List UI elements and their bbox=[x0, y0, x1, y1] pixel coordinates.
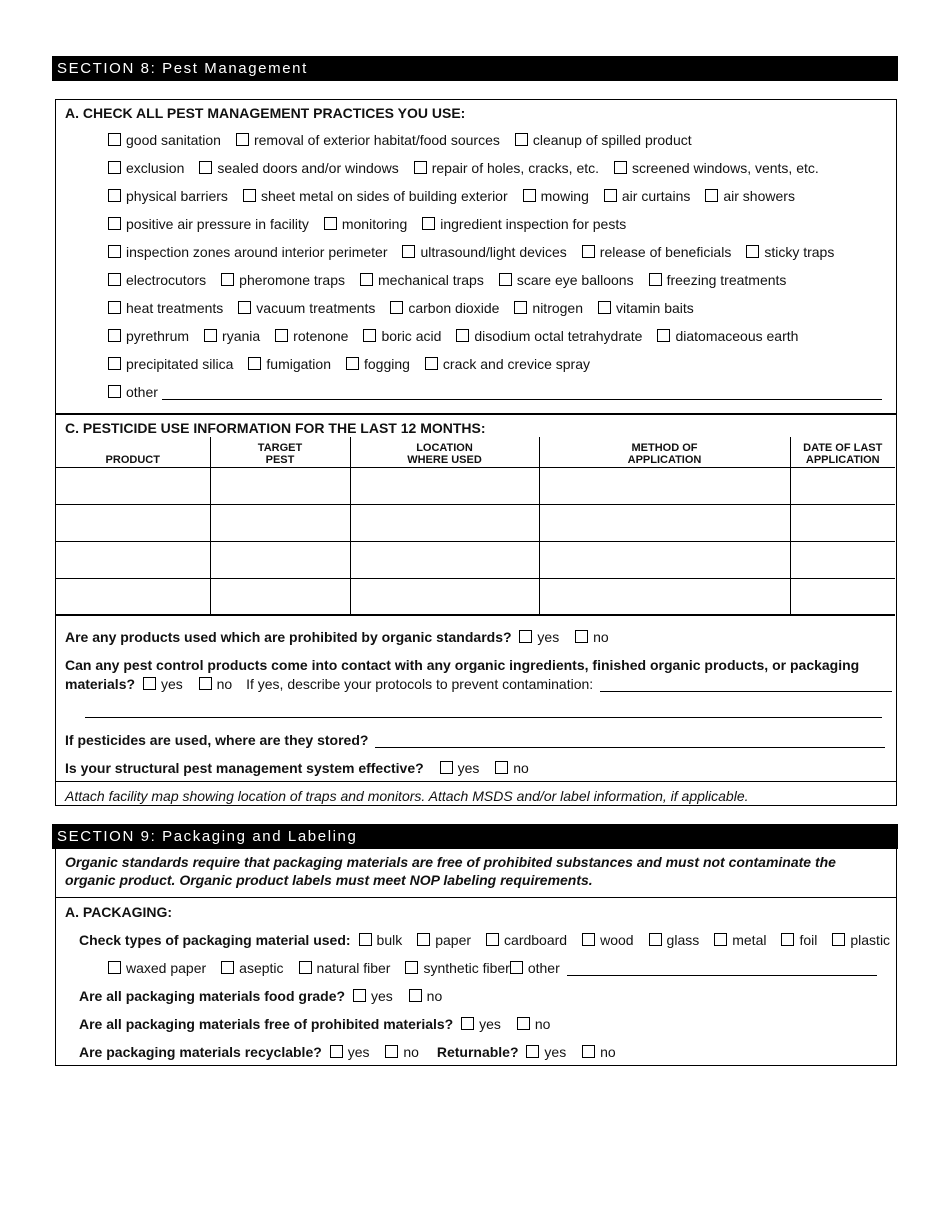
practice-option bbox=[746, 244, 834, 260]
column-header-line-1: TARGET bbox=[257, 441, 303, 454]
returnable-question: Returnable? bbox=[436, 1044, 519, 1060]
table-cell[interactable] bbox=[539, 541, 790, 578]
column-header bbox=[539, 437, 790, 467]
packaging-type-label: bulk bbox=[376, 932, 403, 948]
no-label: no bbox=[534, 1016, 551, 1032]
column-header bbox=[350, 437, 539, 467]
packaging-type-option bbox=[405, 960, 509, 976]
table-cell[interactable] bbox=[790, 467, 895, 504]
checkbox[interactable] bbox=[346, 357, 359, 370]
packaging-type-label: natural fiber bbox=[316, 960, 391, 976]
food-grade-row bbox=[79, 988, 896, 1004]
checkbox[interactable] bbox=[221, 961, 234, 974]
table-cell[interactable] bbox=[350, 504, 539, 541]
checkbox[interactable] bbox=[714, 933, 727, 946]
checkbox[interactable] bbox=[657, 329, 670, 342]
practice-option bbox=[402, 244, 566, 260]
other-packaging-line[interactable] bbox=[567, 962, 877, 976]
yes-label: yes bbox=[457, 760, 480, 776]
packaging-type-option bbox=[510, 960, 560, 976]
checkbox[interactable] bbox=[359, 933, 372, 946]
column-header-line-1: DATE OF LAST bbox=[803, 441, 883, 454]
column-header-line-2: APPLICATION bbox=[805, 453, 880, 466]
checkbox[interactable] bbox=[604, 189, 617, 202]
table-cell[interactable] bbox=[210, 467, 350, 504]
checkbox[interactable] bbox=[275, 329, 288, 342]
contact-no-checkbox[interactable] bbox=[199, 677, 212, 690]
contact-yes-checkbox[interactable] bbox=[143, 677, 156, 690]
practice-option bbox=[108, 244, 387, 260]
practice-row bbox=[108, 300, 896, 316]
practice-row bbox=[108, 272, 896, 288]
practice-label: exclusion bbox=[126, 160, 185, 176]
practice-label: scare eye balloons bbox=[516, 272, 634, 288]
packaging-type-label: other bbox=[527, 960, 560, 976]
practice-label: ultrasound/light devices bbox=[420, 244, 567, 260]
table-cell[interactable] bbox=[56, 578, 210, 615]
practice-row bbox=[108, 356, 896, 372]
divider bbox=[56, 413, 896, 415]
practice-option bbox=[324, 216, 407, 232]
packaging-type-option bbox=[832, 932, 890, 948]
practice-label: nitrogen bbox=[532, 300, 583, 316]
practice-option bbox=[657, 328, 798, 344]
practice-label: repair of holes, cracks, etc. bbox=[431, 160, 600, 176]
stored-question: If pesticides are used, where are they stored? bbox=[65, 732, 369, 748]
no-label: no bbox=[216, 676, 233, 692]
intro-line-1: Organic standards require that packaging materials are free of prohibited substances and must not contaminate the bbox=[65, 854, 836, 870]
other-practice-line[interactable] bbox=[162, 386, 882, 400]
table-row bbox=[56, 541, 895, 578]
table-cell[interactable] bbox=[56, 504, 210, 541]
stored-location-line[interactable] bbox=[375, 734, 885, 748]
practice-option bbox=[363, 328, 441, 344]
yes-label: yes bbox=[537, 629, 560, 645]
contact-question-row bbox=[65, 676, 896, 692]
table-cell[interactable] bbox=[350, 578, 539, 615]
practice-label: other bbox=[126, 384, 158, 400]
divider bbox=[56, 781, 896, 782]
contact-protocol-line[interactable] bbox=[600, 678, 892, 692]
practice-option bbox=[649, 272, 787, 288]
table-cell[interactable] bbox=[790, 578, 895, 615]
column-header-line-1: METHOD OF bbox=[631, 441, 698, 454]
practice-option bbox=[108, 160, 184, 176]
table-cell[interactable] bbox=[790, 541, 895, 578]
checkbox[interactable] bbox=[781, 933, 794, 946]
packaging-type-label: cardboard bbox=[504, 932, 568, 948]
practice-option bbox=[248, 356, 331, 372]
checkbox[interactable] bbox=[108, 961, 121, 974]
packaging-type-label: aseptic bbox=[239, 960, 284, 976]
checkbox[interactable] bbox=[425, 357, 438, 370]
checkbox[interactable] bbox=[299, 961, 312, 974]
practice-option bbox=[582, 244, 732, 260]
practice-label: ingredient inspection for pests bbox=[440, 216, 627, 232]
column-header-line-2: PEST bbox=[265, 453, 295, 466]
packaging-type-option bbox=[299, 960, 391, 976]
practice-label: sticky traps bbox=[764, 244, 835, 260]
practice-label: rotenone bbox=[293, 328, 349, 344]
practice-label: inspection zones around interior perimeter bbox=[126, 244, 388, 260]
table-cell[interactable] bbox=[210, 578, 350, 615]
checkbox[interactable] bbox=[108, 301, 121, 314]
practice-option bbox=[346, 356, 410, 372]
practice-option bbox=[360, 272, 484, 288]
practice-option bbox=[108, 300, 223, 316]
table-header-row bbox=[56, 437, 895, 467]
checkbox[interactable] bbox=[832, 933, 845, 946]
practice-label: physical barriers bbox=[126, 188, 228, 204]
checkbox[interactable] bbox=[108, 329, 121, 342]
section-8-header: SECTION 8: Pest Management bbox=[52, 56, 898, 81]
intro-line-2: organic product. Organic product labels must meet NOP labeling requirements. bbox=[65, 872, 593, 888]
checkbox[interactable] bbox=[238, 301, 251, 314]
checkbox[interactable] bbox=[499, 273, 512, 286]
table-cell[interactable] bbox=[790, 504, 895, 541]
packaging-type-option bbox=[108, 960, 206, 976]
checkbox[interactable] bbox=[705, 189, 718, 202]
practice-label: crack and crevice spray bbox=[442, 356, 590, 372]
table-row bbox=[56, 578, 895, 615]
free-prohibited-question: Are all packaging materials free of prohibited materials? bbox=[79, 1016, 454, 1032]
effective-no-checkbox[interactable] bbox=[495, 761, 508, 774]
checkbox[interactable] bbox=[108, 245, 121, 258]
checkbox[interactable] bbox=[108, 273, 121, 286]
packaging-type-label: glass bbox=[666, 932, 700, 948]
practice-label: heat treatments bbox=[126, 300, 224, 316]
checkbox[interactable] bbox=[510, 961, 523, 974]
practice-row bbox=[108, 328, 896, 344]
checkbox[interactable] bbox=[649, 933, 662, 946]
prohibited-no-checkbox[interactable] bbox=[575, 630, 588, 643]
no-label: no bbox=[593, 629, 609, 645]
no-label: no bbox=[403, 1044, 419, 1060]
practice-option bbox=[422, 216, 626, 232]
section-9-box bbox=[55, 848, 897, 1066]
practice-label: screened windows, vents, etc. bbox=[632, 160, 819, 176]
effective-yes-checkbox[interactable] bbox=[440, 761, 453, 774]
table-cell[interactable] bbox=[539, 467, 790, 504]
table-cell[interactable] bbox=[210, 541, 350, 578]
returnable-yes-checkbox[interactable] bbox=[526, 1045, 539, 1058]
checkbox[interactable] bbox=[108, 385, 121, 398]
checkbox[interactable] bbox=[614, 161, 627, 174]
prohibited-question-row bbox=[65, 629, 896, 645]
checkbox[interactable] bbox=[248, 357, 261, 370]
column-header bbox=[210, 437, 350, 467]
practice-option bbox=[705, 188, 795, 204]
recyclable-yes-checkbox[interactable] bbox=[330, 1045, 343, 1058]
practice-option bbox=[108, 188, 228, 204]
checkbox[interactable] bbox=[360, 273, 373, 286]
prohibited-question: Are any products used which are prohibited by organic standards? bbox=[65, 629, 512, 645]
checkbox[interactable] bbox=[422, 217, 435, 230]
practice-option bbox=[414, 160, 599, 176]
contact-protocol-line-2[interactable] bbox=[85, 717, 882, 718]
practice-label: fogging bbox=[363, 356, 410, 372]
practice-option bbox=[108, 328, 189, 344]
practice-option bbox=[598, 300, 694, 316]
practice-label: release of beneficials bbox=[599, 244, 732, 260]
packaging-type-label: metal bbox=[732, 932, 767, 948]
practice-other-row bbox=[108, 384, 896, 400]
practice-option bbox=[204, 328, 260, 344]
checkbox[interactable] bbox=[598, 301, 611, 314]
packaging-types-list bbox=[108, 960, 510, 976]
practice-label: carbon dioxide bbox=[408, 300, 500, 316]
free-prohibited-yes-checkbox[interactable] bbox=[461, 1017, 474, 1030]
packaging-type-label: wood bbox=[600, 932, 634, 948]
packaging-type-option bbox=[221, 960, 283, 976]
checkbox[interactable] bbox=[108, 217, 121, 230]
packaging-types-row-1 bbox=[79, 932, 896, 948]
practice-option bbox=[390, 300, 499, 316]
yes-label: yes bbox=[160, 676, 183, 692]
practice-label: sealed doors and/or windows bbox=[217, 160, 399, 176]
table-cell[interactable] bbox=[210, 504, 350, 541]
recyclable-no-checkbox[interactable] bbox=[385, 1045, 398, 1058]
table-cell[interactable] bbox=[56, 541, 210, 578]
prohibited-yes-checkbox[interactable] bbox=[519, 630, 532, 643]
checkbox[interactable] bbox=[402, 245, 415, 258]
column-header-line-2: APPLICATION bbox=[627, 453, 702, 466]
checkbox[interactable] bbox=[414, 161, 427, 174]
column-header-line-2: PRODUCT bbox=[105, 453, 160, 466]
effective-question-row bbox=[65, 760, 896, 776]
practice-label: pyrethrum bbox=[126, 328, 190, 344]
checkbox[interactable] bbox=[486, 933, 499, 946]
practice-label: diatomaceous earth bbox=[675, 328, 799, 344]
food-grade-question: Are all packaging materials food grade? bbox=[79, 988, 346, 1004]
practice-row bbox=[108, 216, 896, 232]
recyclable-question: Are packaging materials recyclable? bbox=[79, 1044, 322, 1060]
packaging-type-option bbox=[486, 932, 567, 948]
checkbox[interactable] bbox=[243, 189, 256, 202]
checkbox[interactable] bbox=[649, 273, 662, 286]
practice-option bbox=[614, 160, 819, 176]
table-cell[interactable] bbox=[539, 578, 790, 615]
checkbox[interactable] bbox=[582, 245, 595, 258]
checkbox[interactable] bbox=[108, 357, 121, 370]
checkbox[interactable] bbox=[199, 161, 212, 174]
section-8-box bbox=[55, 99, 897, 806]
column-header bbox=[790, 437, 895, 467]
no-label: no bbox=[426, 988, 443, 1004]
practice-label: air showers bbox=[723, 188, 795, 204]
no-label: no bbox=[513, 760, 529, 776]
practice-label: good sanitation bbox=[126, 132, 221, 148]
packaging-type-option bbox=[359, 932, 403, 948]
yes-label: yes bbox=[479, 1016, 501, 1032]
yes-label: yes bbox=[544, 1044, 567, 1060]
effective-question: Is your structural pest management system effective? bbox=[65, 760, 424, 776]
table-cell[interactable] bbox=[350, 541, 539, 578]
practice-label: vacuum treatments bbox=[256, 300, 376, 316]
packaging-type-label: waxed paper bbox=[126, 960, 207, 976]
practice-option bbox=[604, 188, 690, 204]
checkbox[interactable] bbox=[108, 133, 121, 146]
packaging-type-label: foil bbox=[799, 932, 818, 948]
packaging-type-option bbox=[417, 932, 471, 948]
practice-row bbox=[108, 188, 896, 204]
checkbox[interactable] bbox=[324, 217, 337, 230]
practice-label: ryania bbox=[222, 328, 261, 344]
practice-label: electrocutors bbox=[126, 272, 207, 288]
checkbox[interactable] bbox=[456, 329, 469, 342]
checkbox[interactable] bbox=[108, 161, 121, 174]
practice-option bbox=[514, 300, 583, 316]
food-grade-no-checkbox[interactable] bbox=[409, 989, 422, 1002]
divider bbox=[56, 897, 896, 898]
returnable-no-checkbox[interactable] bbox=[582, 1045, 595, 1058]
checkbox[interactable] bbox=[204, 329, 217, 342]
packaging-type-option bbox=[714, 932, 766, 948]
stored-question-row bbox=[65, 732, 896, 748]
practice-option bbox=[456, 328, 642, 344]
practice-label: sheet metal on sides of building exterior bbox=[260, 188, 508, 204]
packaging-types-label: Check types of packaging material used: bbox=[79, 932, 351, 948]
checkbox[interactable] bbox=[236, 133, 249, 146]
checkbox[interactable] bbox=[221, 273, 234, 286]
checkbox[interactable] bbox=[514, 301, 527, 314]
practice-label: vitamin baits bbox=[616, 300, 694, 316]
section-9-header: SECTION 9: Packaging and Labeling bbox=[52, 824, 898, 849]
practice-label: positive air pressure in facility bbox=[126, 216, 309, 232]
practice-label: removal of exterior habitat/food sources bbox=[253, 132, 500, 148]
table-cell[interactable] bbox=[539, 504, 790, 541]
practice-label: fumigation bbox=[266, 356, 331, 372]
yes-label: yes bbox=[347, 1044, 370, 1060]
checkbox[interactable] bbox=[515, 133, 528, 146]
checkbox[interactable] bbox=[363, 329, 376, 342]
packaging-types-row-2 bbox=[108, 960, 896, 976]
contact-question-line1: Can any pest control products come into contact with any organic ingredients, finished organic products, or packaging bbox=[65, 657, 860, 673]
practice-label: disodium octal tetrahydrate bbox=[474, 328, 643, 344]
practice-option bbox=[108, 356, 233, 372]
practice-label: pheromone traps bbox=[239, 272, 345, 288]
practice-label: boric acid bbox=[381, 328, 442, 344]
practice-row bbox=[108, 244, 896, 260]
packaging-type-option bbox=[649, 932, 700, 948]
checkbox[interactable] bbox=[746, 245, 759, 258]
pesticide-table bbox=[56, 437, 895, 616]
recyclable-row bbox=[79, 1044, 896, 1060]
packaging-type-label: paper bbox=[435, 932, 472, 948]
practice-label: precipitated silica bbox=[126, 356, 234, 372]
table-row bbox=[56, 504, 895, 541]
practice-label: air curtains bbox=[621, 188, 691, 204]
checkbox[interactable] bbox=[523, 189, 536, 202]
free-prohibited-no-checkbox[interactable] bbox=[517, 1017, 530, 1030]
packaging-type-option bbox=[582, 932, 633, 948]
packaging-type-option bbox=[781, 932, 817, 948]
practice-option bbox=[199, 160, 398, 176]
yes-label: yes bbox=[370, 988, 393, 1004]
attach-note: Attach facility map showing location of traps and monitors. Attach MSDS and/or label information, if applicable. bbox=[65, 788, 749, 804]
practice-label: cleanup of spilled product bbox=[532, 132, 692, 148]
contact-describe-label: If yes, describe your protocols to prevent contamination: bbox=[246, 676, 594, 692]
part-a-title: A. CHECK ALL PEST MANAGEMENT PRACTICES YOU USE: bbox=[65, 105, 466, 121]
packaging-title: A. PACKAGING: bbox=[65, 904, 173, 920]
practice-option bbox=[221, 272, 345, 288]
packaging-types-list bbox=[359, 932, 891, 948]
packaging-type-label: synthetic fiber bbox=[423, 960, 510, 976]
table-cell[interactable] bbox=[350, 467, 539, 504]
practice-label: monitoring bbox=[341, 216, 408, 232]
table-cell[interactable] bbox=[56, 467, 210, 504]
practice-row bbox=[108, 132, 896, 148]
practice-option bbox=[515, 132, 692, 148]
food-grade-yes-checkbox[interactable] bbox=[353, 989, 366, 1002]
practice-option bbox=[238, 300, 375, 316]
checkbox[interactable] bbox=[108, 189, 121, 202]
packaging-type-label: plastic bbox=[850, 932, 891, 948]
practice-option bbox=[499, 272, 634, 288]
practice-label: freezing treatments bbox=[666, 272, 787, 288]
practice-option bbox=[108, 132, 221, 148]
table-row bbox=[56, 467, 895, 504]
column-header-line-2: WHERE USED bbox=[407, 453, 482, 466]
column-header bbox=[56, 437, 210, 467]
practice-option bbox=[425, 356, 590, 372]
checkbox[interactable] bbox=[417, 933, 430, 946]
practice-option bbox=[243, 188, 508, 204]
practice-option bbox=[275, 328, 348, 344]
no-label: no bbox=[600, 1044, 616, 1060]
checkbox[interactable] bbox=[390, 301, 403, 314]
practice-option bbox=[523, 188, 589, 204]
practice-option bbox=[236, 132, 500, 148]
free-prohibited-row bbox=[79, 1016, 896, 1032]
part-c-title: C. PESTICIDE USE INFORMATION FOR THE LAST 12 MONTHS: bbox=[65, 420, 486, 436]
practice-label: mowing bbox=[540, 188, 589, 204]
practice-row bbox=[108, 160, 896, 176]
practice-option bbox=[108, 272, 206, 288]
checkbox[interactable] bbox=[582, 933, 595, 946]
practice-option bbox=[108, 216, 309, 232]
column-header-line-1: LOCATION bbox=[416, 441, 473, 454]
practice-label: mechanical traps bbox=[378, 272, 484, 288]
checkbox[interactable] bbox=[405, 961, 418, 974]
contact-question-line2: materials? bbox=[65, 676, 136, 692]
